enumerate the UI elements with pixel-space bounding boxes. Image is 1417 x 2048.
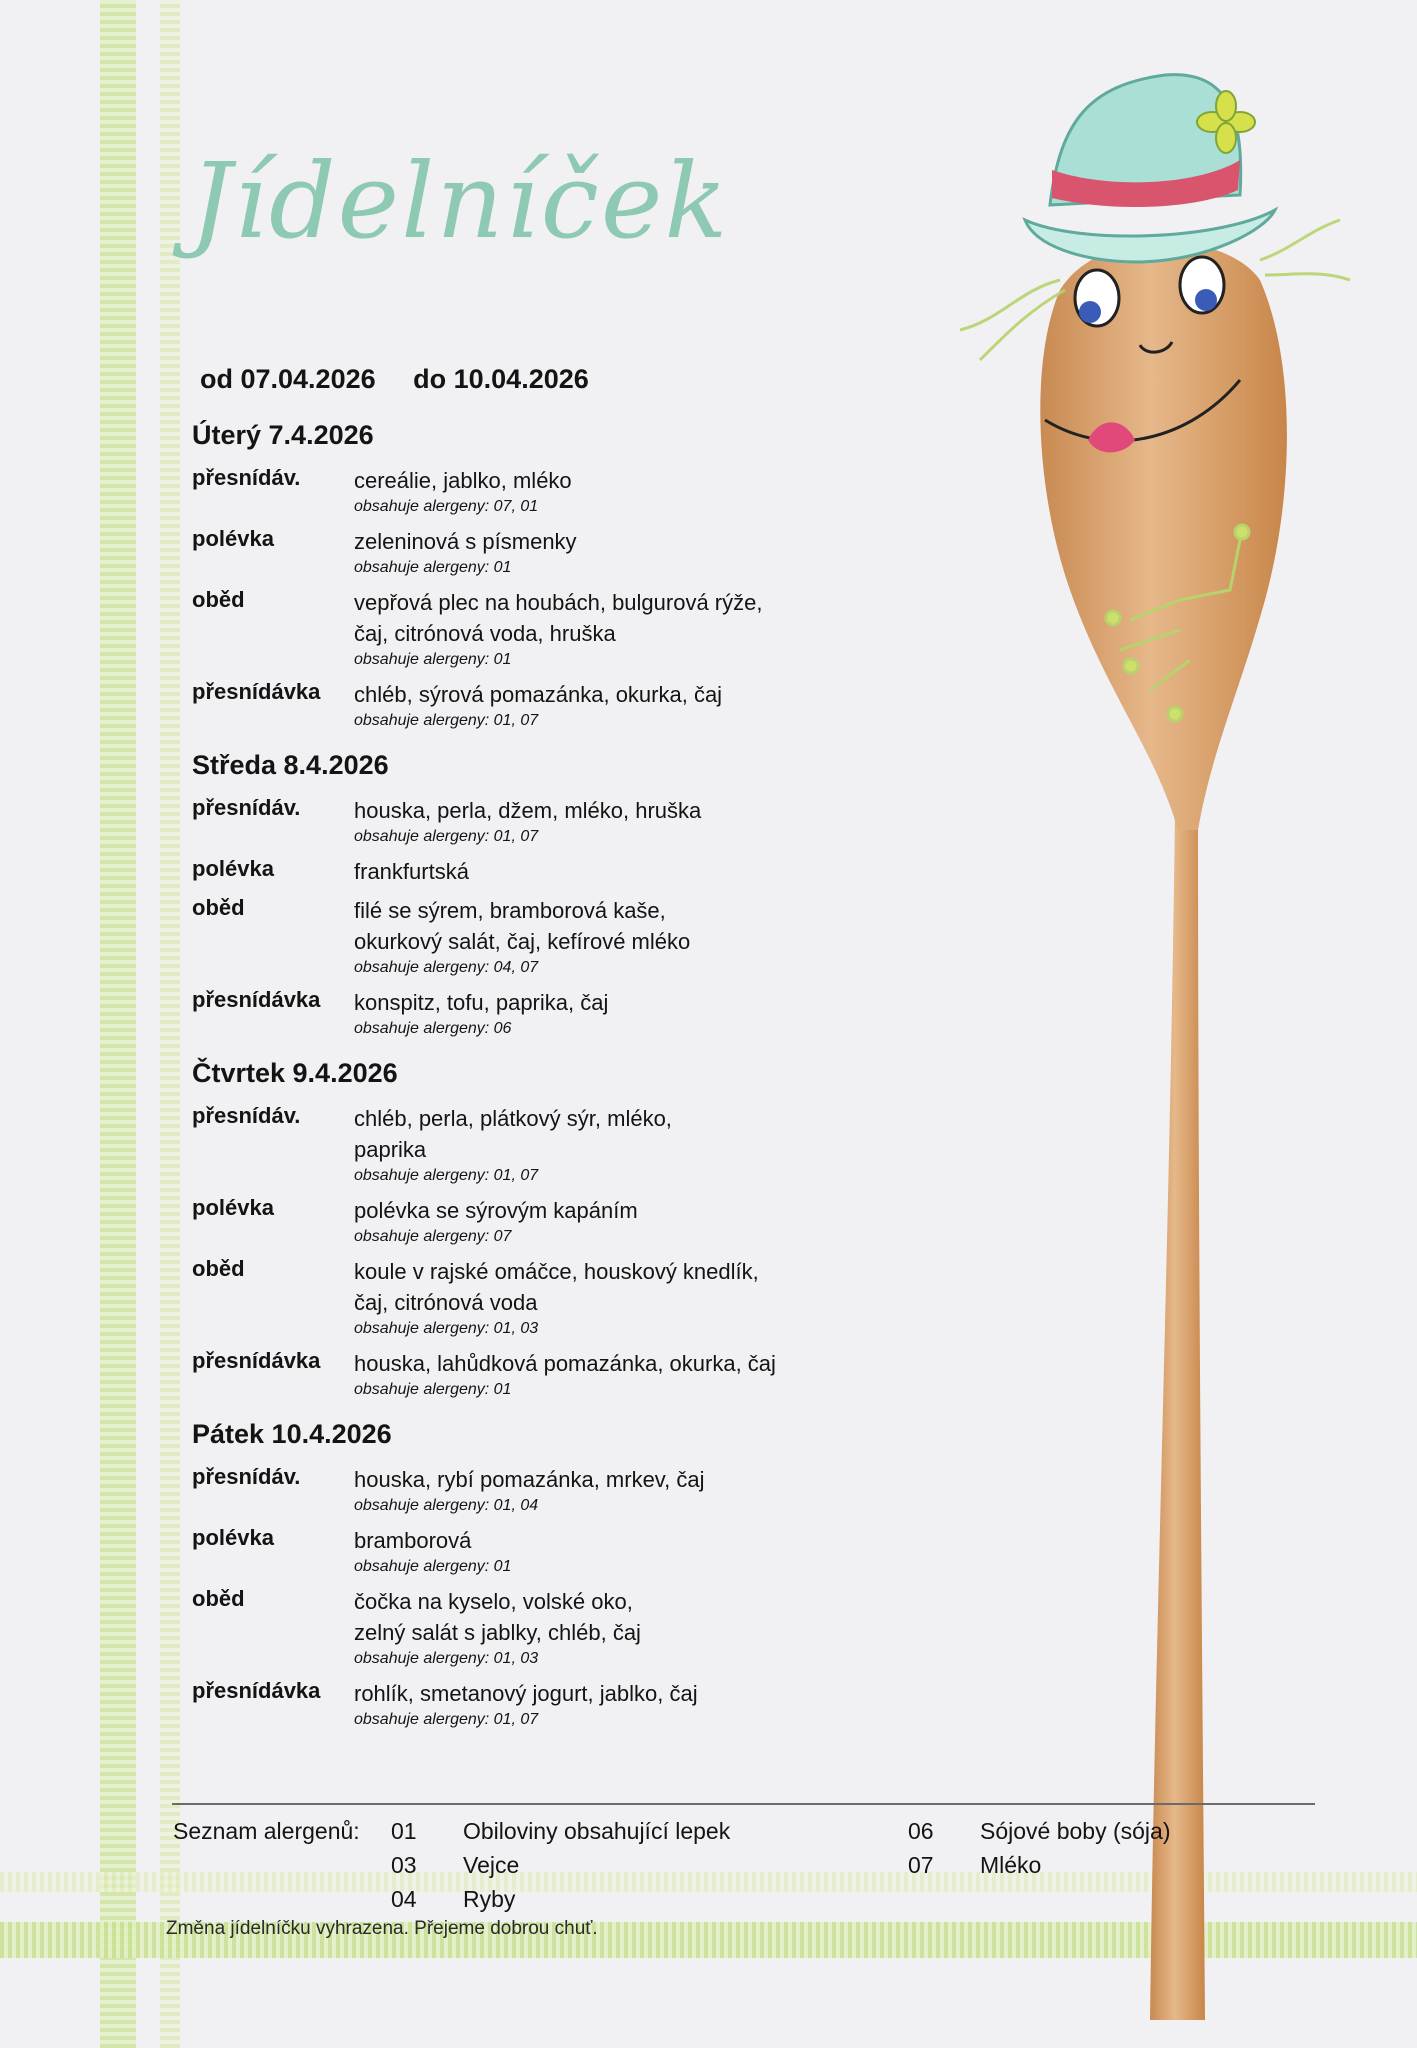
meal-row — [192, 526, 892, 579]
legend-item: 07 Mléko — [908, 1852, 1042, 1878]
footer-note: Změna jídelníčku vyhrazena. Přejeme dobrou chuť. — [166, 1918, 598, 1939]
food-line: cereálie, jablko, mléko — [354, 468, 572, 493]
food-line: koule v rajské omáčce, houskový knedlík, — [354, 1259, 759, 1284]
meal-row — [192, 1678, 892, 1731]
allergen-note: obsahuje alergeny: 01, 04 — [354, 1497, 539, 1514]
meal-row — [192, 856, 892, 887]
meal-body — [354, 679, 722, 732]
allergen-note: obsahuje alergeny: 01, 03 — [354, 1650, 539, 1667]
allergen-note: obsahuje alergeny: 04, 07 — [354, 959, 539, 976]
date-from: od 07.04.2026 — [200, 364, 376, 394]
meal-body — [354, 1525, 511, 1578]
meal-row — [192, 1464, 892, 1517]
food-line: chléb, sýrová pomazánka, okurka, čaj — [354, 682, 723, 707]
meal-body — [354, 795, 701, 848]
meal-body — [354, 465, 572, 518]
food-line: polévka se sýrovým kapáním — [354, 1198, 638, 1223]
day-section — [192, 1419, 892, 1731]
meal-body — [354, 1195, 638, 1248]
food-line: paprika — [354, 1137, 427, 1162]
allergen-note: obsahuje alergeny: 01, 07 — [354, 828, 539, 845]
allergen-note: obsahuje alergeny: 07, 01 — [354, 498, 539, 515]
meal-body — [354, 1464, 705, 1517]
meal-body — [354, 1103, 672, 1187]
meal-label: polévka — [192, 1525, 274, 1550]
meal-label: přesnídáv. — [192, 1103, 301, 1128]
meal-row — [192, 587, 892, 671]
allergen-note: obsahuje alergeny: 07 — [354, 1228, 512, 1245]
food-line: houska, lahůdková pomazánka, okurka, čaj — [354, 1351, 776, 1376]
legend-divider — [172, 1803, 1315, 1805]
legend-item: 06 Sójové boby (sója) — [908, 1818, 1171, 1844]
food-line: zelný salát s jablky, chléb, čaj — [354, 1620, 641, 1645]
meal-label: přesnídávka — [192, 679, 321, 704]
allergen-note: obsahuje alergeny: 01 — [354, 1381, 512, 1398]
day-section — [192, 420, 892, 732]
meal-body — [354, 1586, 641, 1670]
allergen-note: obsahuje alergeny: 01, 03 — [354, 1320, 539, 1337]
meal-label: přesnídávka — [192, 1348, 321, 1373]
day-section — [192, 750, 892, 1040]
meal-row — [192, 1525, 892, 1578]
meal-label: přesnídáv. — [192, 465, 301, 490]
food-line: okurkový salát, čaj, kefírové mléko — [354, 929, 691, 954]
meal-row — [192, 679, 892, 732]
day-title: Středa 8.4.2026 — [192, 750, 389, 780]
food-line: konspitz, tofu, paprika, čaj — [354, 990, 609, 1015]
meal-label: polévka — [192, 1195, 274, 1220]
meal-label: přesnídávka — [192, 1678, 321, 1703]
left-stripe-inner — [160, 0, 180, 2048]
day-title: Úterý 7.4.2026 — [192, 420, 374, 450]
meal-label: přesnídáv. — [192, 795, 301, 820]
allergen-note: obsahuje alergeny: 01, 07 — [354, 1711, 539, 1728]
allergen-note: obsahuje alergeny: 01 — [354, 651, 512, 668]
meal-row — [192, 1256, 892, 1340]
meal-label: oběd — [192, 587, 245, 612]
meal-body — [354, 1678, 698, 1731]
meal-body — [354, 987, 608, 1040]
meal-body — [354, 895, 690, 979]
food-line: čaj, citrónová voda, hruška — [354, 621, 616, 646]
weekly-menu — [192, 420, 892, 1749]
food-line: čočka na kyselo, volské oko, — [354, 1589, 633, 1614]
meal-label: oběd — [192, 1586, 245, 1611]
legend-item: 01 Obiloviny obsahující lepek — [391, 1818, 731, 1844]
allergen-note: obsahuje alergeny: 01, 07 — [354, 1167, 539, 1184]
day-title: Pátek 10.4.2026 — [192, 1419, 392, 1449]
meal-row — [192, 465, 892, 518]
meal-row — [192, 895, 892, 979]
meal-label: přesnídáv. — [192, 1464, 301, 1489]
meal-label: polévka — [192, 856, 274, 881]
food-line: vepřová plec na houbách, bulgurová rýže, — [354, 590, 763, 615]
food-line: frankfurtská — [354, 859, 469, 884]
legend-item: 03 Vejce — [391, 1852, 520, 1878]
meal-label: oběd — [192, 1256, 245, 1281]
spoon-mascot-icon — [940, 30, 1360, 2020]
meal-row — [192, 795, 892, 848]
meal-body — [354, 1256, 759, 1340]
date-range — [200, 364, 619, 395]
allergen-note: obsahuje alergeny: 01 — [354, 559, 512, 576]
meal-label: přesnídávka — [192, 987, 321, 1012]
meal-body — [354, 856, 469, 887]
legend-item: 04 Ryby — [391, 1886, 516, 1912]
food-line: chléb, perla, plátkový sýr, mléko, — [354, 1106, 672, 1131]
food-line: zeleninová s písmenky — [354, 529, 577, 554]
meal-body — [354, 1348, 776, 1401]
food-line: houska, perla, džem, mléko, hruška — [354, 798, 702, 823]
page-title: Jídelníček — [190, 140, 730, 262]
allergen-note: obsahuje alergeny: 01, 07 — [354, 712, 539, 729]
left-stripe-outer — [100, 0, 136, 2048]
meal-label: polévka — [192, 526, 274, 551]
allergen-note: obsahuje alergeny: 06 — [354, 1020, 512, 1037]
meal-row — [192, 1586, 892, 1670]
meal-row — [192, 1103, 892, 1187]
legend-label: Seznam alergenů: — [173, 1818, 360, 1844]
food-line: rohlík, smetanový jogurt, jablko, čaj — [354, 1681, 698, 1706]
allergen-note: obsahuje alergeny: 01 — [354, 1558, 512, 1575]
meal-body — [354, 587, 762, 671]
food-line: bramborová — [354, 1528, 472, 1553]
day-section — [192, 1058, 892, 1401]
meal-row — [192, 1195, 892, 1248]
meal-row — [192, 987, 892, 1040]
meal-label: oběd — [192, 895, 245, 920]
date-to: do 10.04.2026 — [413, 364, 589, 394]
food-line: čaj, citrónová voda — [354, 1290, 538, 1315]
meal-body — [354, 526, 577, 579]
day-title: Čtvrtek 9.4.2026 — [192, 1058, 398, 1088]
food-line: filé se sýrem, bramborová kaše, — [354, 898, 666, 923]
food-line: houska, rybí pomazánka, mrkev, čaj — [354, 1467, 705, 1492]
meal-row — [192, 1348, 892, 1401]
